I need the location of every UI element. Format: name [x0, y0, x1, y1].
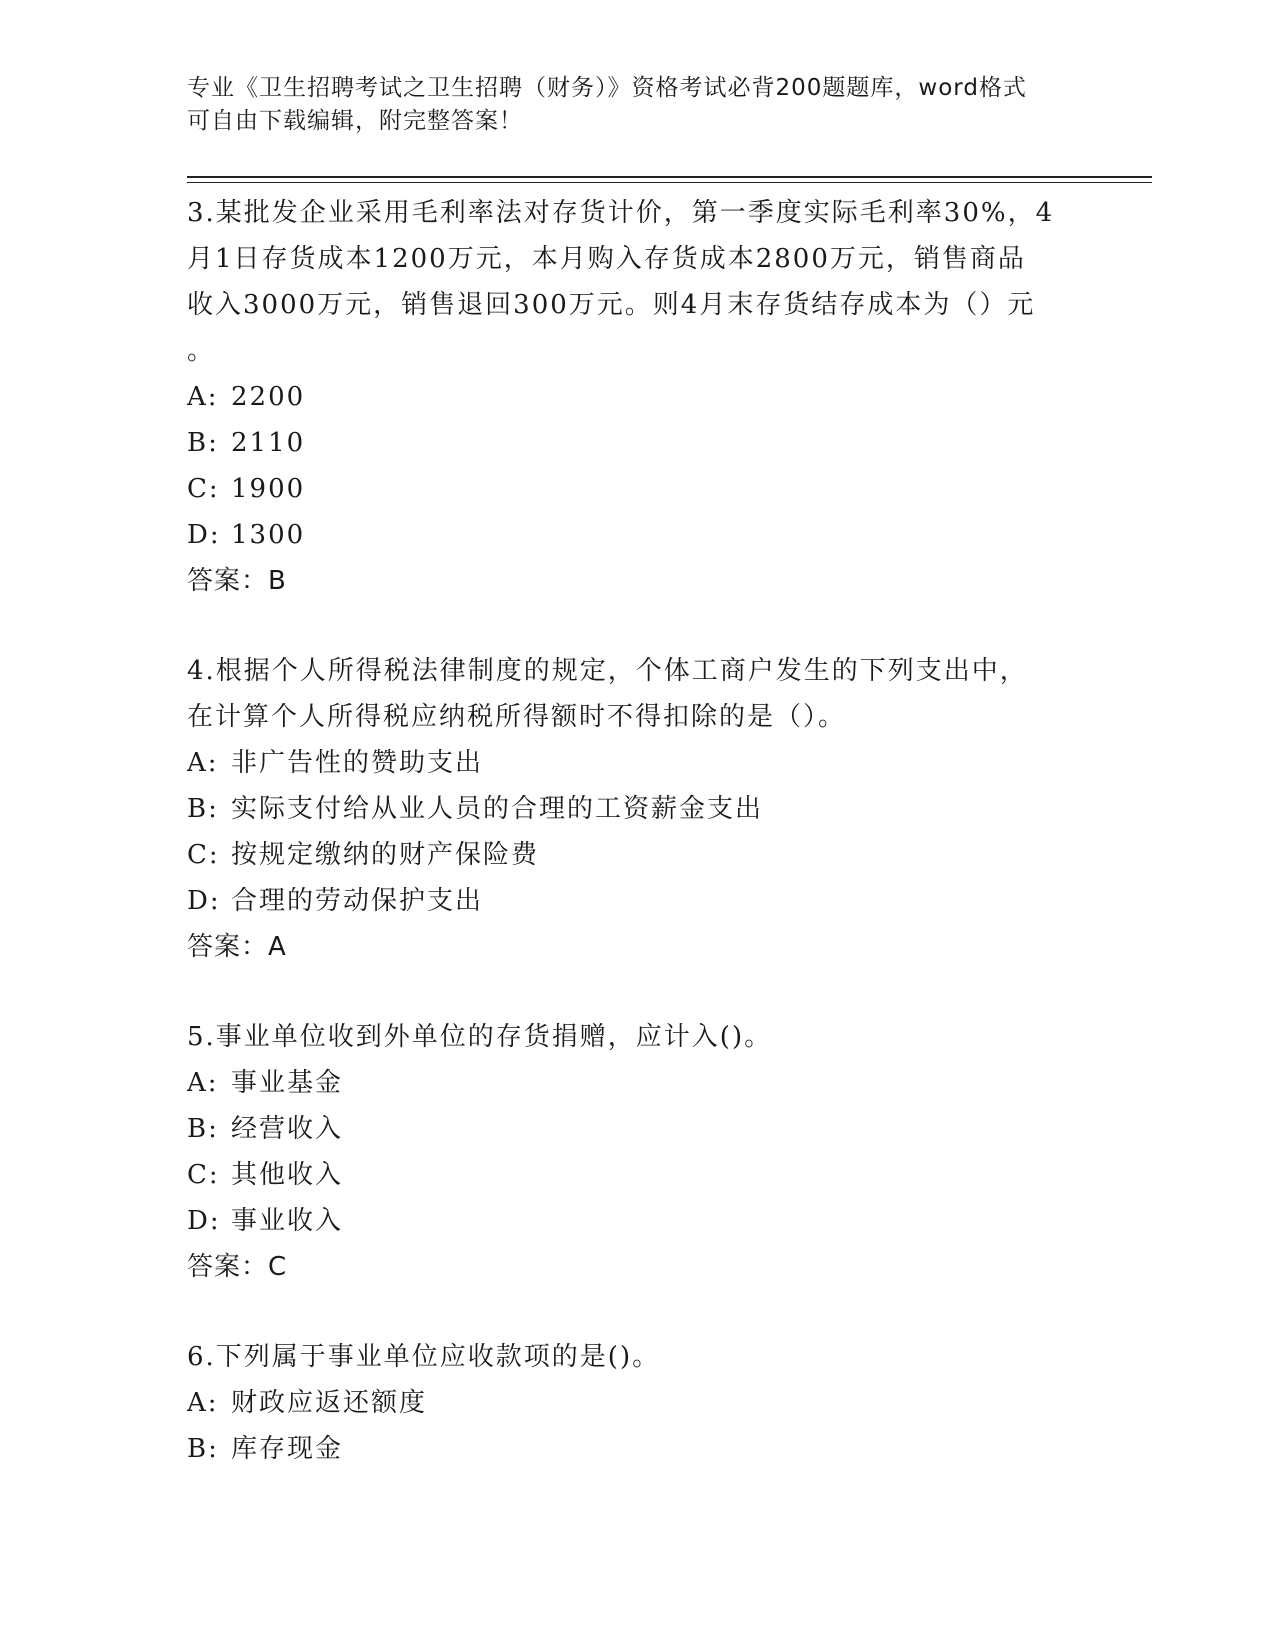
question-stem	[187, 1334, 1087, 1380]
question-list	[187, 190, 1087, 1472]
document-header	[187, 72, 1087, 138]
option-text: 财政应返还额度	[231, 1388, 428, 1418]
option-letter: A:	[187, 382, 219, 412]
option-text: 库存现金	[231, 1434, 344, 1464]
question-block	[187, 648, 1087, 970]
option-text: 其他收入	[231, 1160, 344, 1190]
option-text: 1300	[231, 520, 306, 550]
question-stem-line: 3.某批发企业采用毛利率法对存货计价，第一季度实际毛利率30%，4	[187, 198, 1055, 228]
answer-key: 答案：B	[187, 566, 287, 596]
option-letter: A:	[187, 1068, 219, 1098]
answer-option	[187, 1198, 1087, 1244]
option-letter: C:	[187, 1160, 220, 1190]
option-text: 事业基金	[231, 1068, 344, 1098]
answer-option	[187, 878, 1087, 924]
question-spacer	[187, 604, 1087, 648]
option-letter: A:	[187, 1388, 219, 1418]
question-stem	[187, 648, 1087, 740]
answer-option	[187, 420, 1087, 466]
question-spacer	[187, 970, 1087, 1014]
option-text: 按规定缴纳的财产保险费	[231, 840, 540, 870]
question-stem	[187, 190, 1087, 374]
answer-option	[187, 1426, 1087, 1472]
question-stem	[187, 1014, 1087, 1060]
option-text: 经营收入	[231, 1114, 344, 1144]
option-letter: C:	[187, 474, 220, 504]
answer-option	[187, 374, 1087, 420]
option-text: 非广告性的赞助支出	[231, 748, 484, 778]
answer-option	[187, 1380, 1087, 1426]
answer-option	[187, 466, 1087, 512]
answer-option	[187, 1060, 1087, 1106]
option-text: 事业收入	[231, 1206, 344, 1236]
option-letter: B:	[187, 1114, 219, 1144]
option-letter: B:	[187, 794, 219, 824]
option-letter: D:	[187, 886, 221, 916]
question-stem-line: 收入3000万元，销售退回300万元。则4月末存货结存成本为（）元	[187, 290, 1036, 320]
option-text: 1900	[231, 474, 306, 504]
answer-option	[187, 832, 1087, 878]
option-letter: B:	[187, 428, 219, 458]
header-line-1: 专业《卫生招聘考试之卫生招聘（财务）》资格考试必背200题题库，word格式	[187, 75, 1027, 101]
option-letter: D:	[187, 520, 221, 550]
option-text: 合理的劳动保护支出	[231, 886, 484, 916]
option-letter: D:	[187, 1206, 221, 1236]
question-block	[187, 1334, 1087, 1472]
header-line-2: 可自由下载编辑，附完整答案！	[187, 108, 523, 134]
answer-key: 答案：C	[187, 1252, 288, 1282]
header-divider	[187, 176, 1152, 178]
header-divider-thin	[187, 182, 1152, 183]
option-text: 2110	[231, 428, 306, 458]
answer-key: 答案：A	[187, 932, 287, 962]
answer-option	[187, 1152, 1087, 1198]
question-spacer	[187, 1290, 1087, 1334]
answer-option	[187, 512, 1087, 558]
question-stem-line: 。	[187, 336, 216, 366]
question-stem-line: 5.事业单位收到外单位的存货捐赠，应计入()。	[187, 1022, 773, 1052]
question-block	[187, 1014, 1087, 1290]
question-stem-line: 6.下列属于事业单位应收款项的是()。	[187, 1342, 661, 1372]
answer-option	[187, 740, 1087, 786]
option-letter: C:	[187, 840, 220, 870]
option-letter: A:	[187, 748, 219, 778]
question-block	[187, 190, 1087, 604]
question-stem-line: 月1日存货成本1200万元，本月购入存货成本2800万元，销售商品	[187, 244, 1026, 274]
question-stem-line: 4.根据个人所得税法律制度的规定，个体工商户发生的下列支出中，	[187, 656, 1028, 686]
option-text: 实际支付给从业人员的合理的工资薪金支出	[231, 794, 764, 824]
answer-option	[187, 786, 1087, 832]
question-stem-line: 在计算个人所得税应纳税所得额时不得扣除的是（）。	[187, 702, 847, 732]
option-letter: B:	[187, 1434, 219, 1464]
option-text: 2200	[231, 382, 306, 412]
answer-option	[187, 1106, 1087, 1152]
